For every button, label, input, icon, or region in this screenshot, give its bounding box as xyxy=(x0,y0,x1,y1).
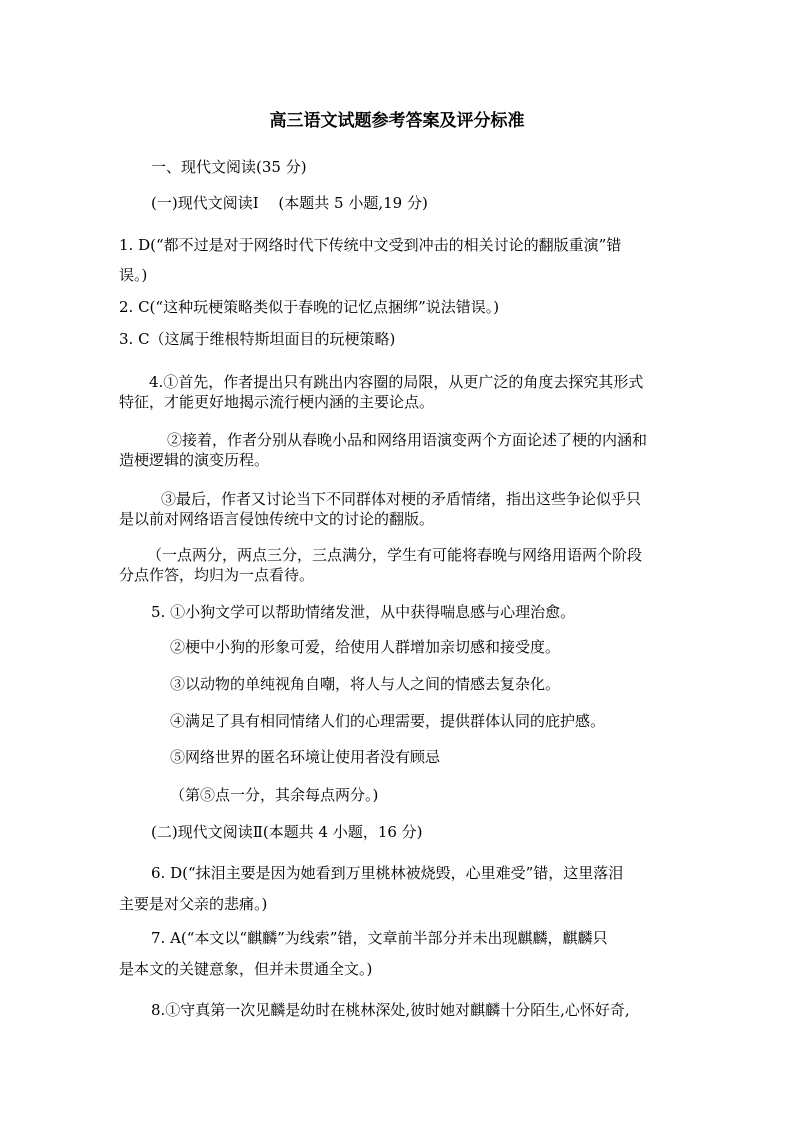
answer-4-point-2-line-1: ②接着，作者分别从春晚小品和网络用语演变两个方面论述了梗的内涵和 xyxy=(167,431,648,449)
answer-6-line-1: 6. D(“抹泪主要是因为她看到万里桃林被烧毁，心里难受”错，这里落泪 xyxy=(151,864,624,882)
answer-1-line-2: 误。) xyxy=(119,266,148,284)
answer-4-scoring-line-2: 分点作答，均归为一点看待。 xyxy=(119,566,315,584)
answer-7-line-1: 7. A(“本文以“麒麟”为线索”错，文章前半部分并未出现麒麟，麒麟只 xyxy=(151,929,608,947)
answer-1-line-1: 1. D(“都不过是对于网络时代下传统中文受到冲击的相关讨论的翻版重演”错 xyxy=(119,236,622,254)
answer-4-point-3-line-1: ③最后，作者又讨论当下不同群体对梗的矛盾情绪，指出这些争论似乎只 xyxy=(161,490,642,508)
section-heading-modern-reading: 一、现代文阅读(35 分) xyxy=(151,158,307,176)
answer-4-point-3-line-2: 是以前对网络语言侵蚀传统中文的讨论的翻版。 xyxy=(119,510,435,528)
answer-5-point-4: ④满足了具有相同情绪人们的心理需要，提供群体认同的庇护感。 xyxy=(170,712,606,730)
answer-4-scoring-line-1: （一点两分，两点三分，三点满分，学生有可能将春晚与网络用语两个阶段 xyxy=(147,546,643,564)
answer-2: 2. C(“这种玩梗策略类似于春晚的记忆点捆绑”说法错误。) xyxy=(119,298,500,316)
subsection-heading-reading-1: (一)现代文阅读Ⅰ (本题共 5 小题,19 分) xyxy=(151,194,428,212)
answer-3: 3. C（这属于维根特斯坦面目的玩梗策略) xyxy=(119,330,396,348)
answer-5-scoring: （第⑤点一分，其余每点两分。) xyxy=(170,786,379,804)
answer-5-point-1: 5. ①小狗文学可以帮助情绪发泄，从中获得喘息感与心理治愈。 xyxy=(151,603,576,621)
answer-5-point-5: ⑤网络世界的匿名环境让使用者没有顾忌 xyxy=(170,748,441,766)
answer-4-point-2-line-2: 造梗逻辑的演变历程。 xyxy=(119,451,270,469)
answer-4-point-1-line-1: 4.①首先，作者提出只有跳出内容圈的局限，从更广泛的角度去探究其形式 xyxy=(149,373,644,391)
answer-7-line-2: 是本文的关键意象，但并未贯通全文。) xyxy=(119,960,373,978)
subsection-heading-reading-2: (二)现代文阅读Ⅱ(本题共 4 小题，16 分) xyxy=(151,823,423,841)
page-title: 高三语文试题参考答案及评分标准 xyxy=(269,111,525,131)
answer-5-point-2: ②梗中小狗的形象可爱，给使用人群增加亲切感和接受度。 xyxy=(170,638,561,656)
answer-5-point-3: ③以动物的单纯视角自嘲，将人与人之间的情感去复杂化。 xyxy=(170,675,561,693)
answer-6-line-2: 主要是对父亲的悲痛。) xyxy=(119,895,268,913)
answer-4-point-1-line-2: 特征，才能更好地揭示流行梗内涵的主要论点。 xyxy=(119,393,435,411)
answer-8-line-1: 8.①守真第一次见麟是幼时在桃林深处,彼时她对麒麟十分陌生,心怀好奇, xyxy=(151,1001,630,1019)
